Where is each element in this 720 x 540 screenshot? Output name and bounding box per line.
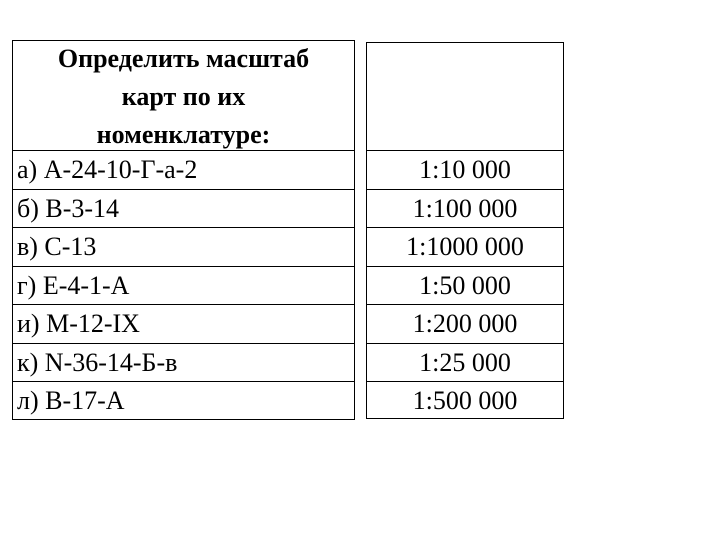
- nomenclature-row-k: к) N-36-14-Б-в: [13, 344, 354, 383]
- task-header-line-2: карт по их: [121, 81, 246, 111]
- scale-header-empty: [367, 43, 563, 151]
- nomenclature-table: [12, 40, 355, 420]
- scale-table: [366, 42, 564, 419]
- scale-row-6: 1:25 000: [367, 344, 563, 383]
- nomenclature-row-a: а) А-24-10-Г-а-2: [13, 151, 354, 190]
- nomenclature-row-v: в) С-13: [13, 228, 354, 267]
- nomenclature-row-l: л) В-17-А: [17, 386, 125, 415]
- task-header: [13, 41, 354, 151]
- task-header-line-1: Определить масштаб: [57, 43, 310, 73]
- scale-row-2: 1:100 000: [367, 190, 563, 229]
- scale-row-4: 1:50 000: [367, 267, 563, 306]
- scale-row-5: 1:200 000: [367, 305, 563, 344]
- nomenclature-row-b: б) В-3-14: [13, 190, 354, 229]
- nomenclature-row-g: г) Е-4-1-А: [13, 267, 354, 306]
- scale-row-1: 1:10 000: [367, 151, 563, 190]
- scale-row-7: 1:500 000: [412, 386, 518, 415]
- scale-row-3: 1:1000 000: [367, 228, 563, 267]
- task-header-line-3: номенклатуре:: [96, 119, 271, 149]
- nomenclature-row-i: и) М-12-IX: [13, 305, 354, 344]
